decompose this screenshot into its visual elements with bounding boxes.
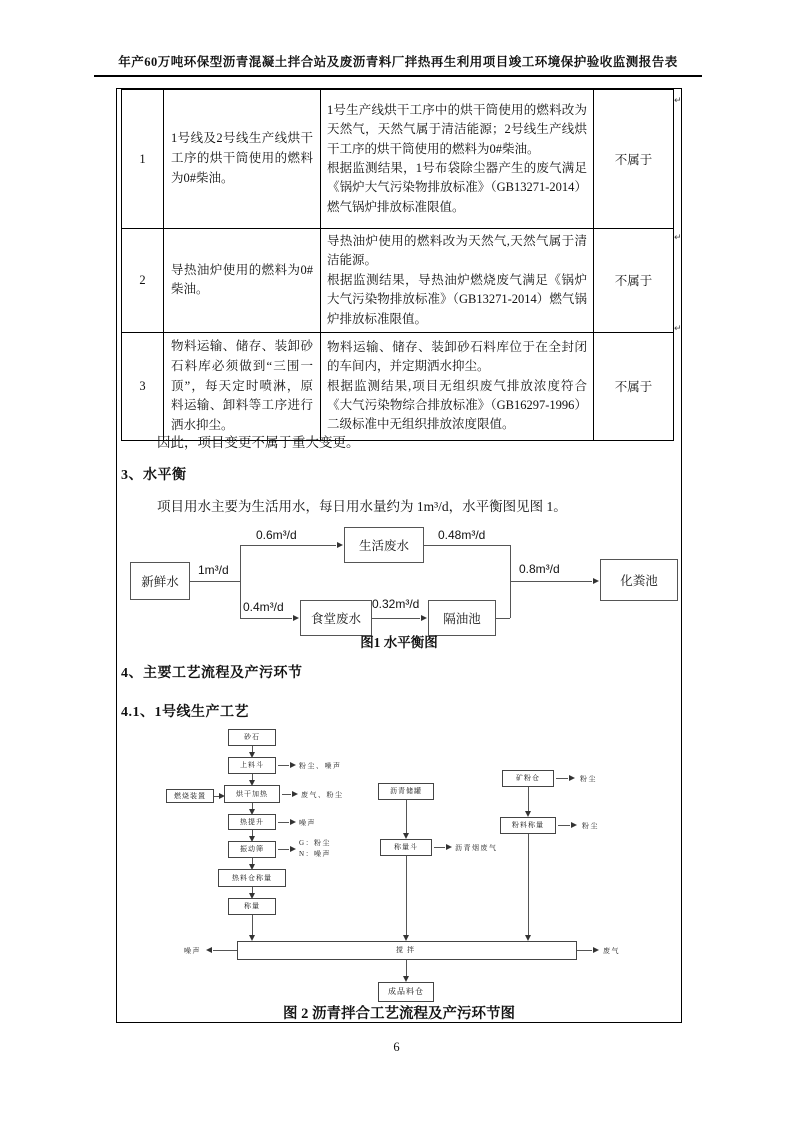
node-drying-heating: 烘干加热 — [224, 785, 280, 803]
flow-line — [240, 545, 336, 546]
emission-label: 废气、粉尘 — [301, 791, 344, 799]
node-product-silo: 成品料仓 — [378, 982, 434, 1002]
emission-label: 噪声 — [184, 947, 201, 955]
conclusion-paragraph: 因此，项目变更不属于重大变更。 — [157, 435, 360, 450]
actual-situation-cell — [321, 90, 594, 229]
actual-situation-cell — [321, 229, 594, 333]
arrow-left-icon — [206, 947, 212, 953]
arrow-right-icon — [290, 846, 296, 852]
original-content-cell: 物料运输、储存、装卸砂石料库必须做到“三围一顶”，每天定时喷淋，原料运输、卸料等工序进行洒水抑尘。 — [164, 332, 321, 440]
node-mineral-filler-silo: 矿粉仓 — [502, 770, 554, 787]
flow-label-inflow: 1m³/d — [198, 563, 229, 577]
flow-line — [278, 849, 289, 850]
emission-label: G：粉尘 — [299, 839, 332, 847]
table-row — [122, 90, 674, 229]
row-number-cell: 1 — [122, 90, 164, 229]
actual-paragraph: 1号生产线烘干工序中的烘干筒使用的燃料改为天然气，天然气属于清洁能源；2号线生产线烘干工序的烘干筒使用的燃料为0#柴油。 — [327, 102, 587, 156]
flow-line — [372, 618, 420, 619]
flow-line — [278, 822, 289, 823]
figure-1-caption: 图1 水平衡图 — [360, 635, 438, 650]
conclusion-cell: 不属于 — [594, 229, 674, 333]
arrow-right-icon — [446, 844, 452, 850]
flow-line — [406, 800, 407, 834]
node-aggregate: 砂石 — [228, 729, 276, 746]
row-number-cell: 3 — [122, 332, 164, 440]
flow-line — [496, 618, 510, 619]
arrow-right-icon — [290, 819, 296, 825]
actual-paragraph: 物料运输、储存、装卸砂石料库位于在全封闭的车间内，并定期洒水抑尘。 — [327, 339, 587, 374]
emission-label: 废气 — [603, 947, 620, 955]
change-comparison-table — [121, 89, 674, 441]
row-number-cell: 2 — [122, 229, 164, 333]
arrow-right-icon — [421, 615, 427, 621]
node-domestic-wastewater: 生活废水 — [344, 527, 424, 563]
flow-label-top: 0.6m³/d — [256, 528, 297, 542]
flow-line — [190, 581, 240, 582]
emission-label: 粉尘、噪声 — [299, 762, 342, 770]
original-content-cell: 导热油炉使用的燃料为0#柴油。 — [164, 229, 321, 333]
flow-line — [240, 545, 241, 618]
paragraph-mark-icon: ↵ — [674, 324, 682, 334]
node-canteen-wastewater: 食堂废水 — [300, 600, 372, 636]
flow-line — [213, 950, 237, 951]
node-mixer: 搅拌 — [237, 941, 577, 960]
emission-label: 粉尘 — [580, 775, 597, 783]
node-septic-tank: 化粪池 — [600, 559, 678, 601]
arrow-right-icon — [293, 615, 299, 621]
node-fresh-water: 新鲜水 — [130, 562, 190, 600]
flow-line — [406, 856, 407, 937]
arrow-right-icon — [593, 947, 599, 953]
original-content-cell: 1号线及2号线生产线烘干工序的烘干筒使用的燃料为0#柴油。 — [164, 90, 321, 229]
emission-label: 沥青烟废气 — [455, 844, 498, 852]
figure-2-caption: 图 2 沥青拌合工艺流程及产污环节图 — [283, 1006, 515, 1022]
table-row — [122, 332, 674, 440]
actual-situation-cell — [321, 332, 594, 440]
section-heading-process: 4、主要工艺流程及产污环节 — [121, 666, 303, 681]
page-header-title: 年产60万吨环保型沥青混凝土拌合站及废沥青料厂拌热再生利用项目竣工环境保护验收监测报告表 — [94, 52, 702, 77]
emission-label: 噪声 — [299, 819, 316, 827]
actual-paragraph: 根据监测结果，导热油炉燃烧废气满足《锅炉大气污染物排放标准》（GB13271-2014）燃气锅炉排放标准限值。 — [327, 272, 587, 326]
flow-line — [577, 950, 592, 951]
flow-label-bottom: 0.4m³/d — [243, 600, 284, 614]
arrow-right-icon — [292, 791, 298, 797]
node-asphalt-weigh-hopper: 称量斗 — [380, 839, 432, 856]
flow-line — [528, 834, 529, 937]
flow-line — [424, 545, 510, 546]
actual-paragraph: 根据监测结果,项目无组织废气排放浓度符合《大气污染物综合排放标准》（GB16297-1996）二级标准中无组织排放浓度限值。 — [327, 378, 587, 432]
emission-label: 粉尘 — [582, 822, 599, 830]
flow-label-bottom-mid: 0.32m³/d — [372, 597, 420, 611]
node-filler-weighing: 粉料称量 — [500, 817, 556, 834]
page-number: 6 — [393, 1040, 400, 1054]
water-usage-paragraph: 项目用水主要为生活用水，每日用水量约为 1m³/d，水平衡图见图 1。 — [157, 499, 567, 514]
emission-label: N：噪声 — [299, 850, 332, 858]
paragraph-mark-icon: ↵ — [674, 96, 682, 106]
flow-line — [510, 581, 592, 582]
flow-line — [240, 618, 292, 619]
conclusion-cell: 不属于 — [594, 332, 674, 440]
flow-line — [278, 765, 289, 766]
node-burner: 燃烧装置 — [166, 789, 214, 803]
arrow-right-icon — [593, 578, 599, 584]
actual-paragraph: 导热油炉使用的燃料改为天然气,天然气属于清洁能源。 — [327, 234, 587, 268]
flow-label-outflow: 0.8m³/d — [519, 562, 560, 576]
flow-line — [556, 778, 568, 779]
flow-line — [282, 794, 291, 795]
node-asphalt-tank: 沥青储罐 — [378, 783, 434, 800]
flow-line — [558, 825, 570, 826]
arrow-right-icon — [571, 822, 577, 828]
arrow-right-icon — [337, 542, 343, 548]
node-hot-elevator: 热提升 — [228, 814, 276, 830]
node-weighing: 称量 — [228, 898, 276, 915]
node-oil-separator: 隔油池 — [428, 600, 496, 636]
section-heading-line1: 4.1、1号线生产工艺 — [121, 705, 249, 720]
table-row — [122, 229, 674, 333]
node-vibrating-screen: 振动筛 — [228, 841, 276, 858]
paragraph-mark-icon: ↵ — [674, 233, 682, 243]
arrow-right-icon — [569, 775, 575, 781]
arrow-right-icon — [290, 762, 296, 768]
flow-line — [434, 847, 445, 848]
actual-paragraph: 根据监测结果，1号布袋除尘器产生的废气满足《锅炉大气污染物排放标准》（GB13271-2014）燃气锅炉排放标准限值。 — [327, 161, 587, 214]
section-heading-water-balance: 3、水平衡 — [121, 468, 187, 483]
node-feed-hopper: 上料斗 — [228, 757, 276, 774]
flow-line — [528, 787, 529, 813]
flow-label-top-out: 0.48m³/d — [438, 528, 486, 542]
node-hot-bin-weighing: 热料仓称量 — [218, 869, 286, 887]
conclusion-cell: 不属于 — [594, 90, 674, 229]
flow-line — [252, 915, 253, 937]
